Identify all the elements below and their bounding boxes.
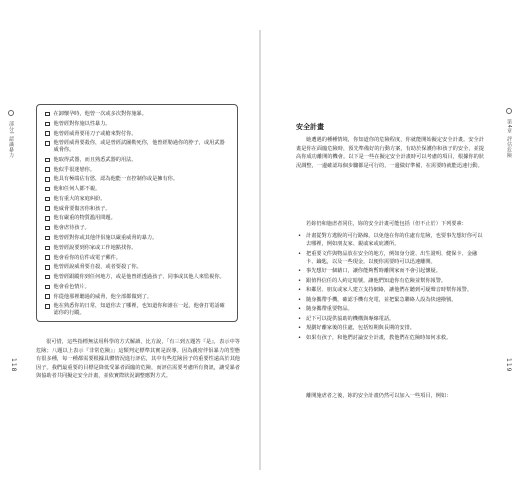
checkbox-icon[interactable]	[45, 197, 50, 202]
list-intro: 若妳仍和施虐者同住，妳的安全計畫可能包括（但不止於）下列要素：	[306, 221, 467, 227]
checklist-item-text: 他會看你的信件或電子郵件。	[53, 254, 121, 261]
checklist-item	[45, 121, 229, 128]
checkbox-icon[interactable]	[45, 226, 50, 231]
checklist-item	[45, 167, 229, 174]
checklist-item-text: 他曾經跟蹤你到任何地方，或是他曾經透過孩子、同事或其他人來監視你。	[53, 274, 225, 281]
checklist-item	[45, 140, 229, 153]
checklist-item-text: 他曾經對你或其他伴侶施以嚴重威脅的暴力。	[53, 234, 158, 241]
checklist-item	[45, 255, 229, 262]
list-item	[298, 286, 484, 294]
left-page-number: 118	[10, 358, 17, 373]
list-item-text: 規劃好離家後的住處，包括短期與長期的安排。	[306, 325, 415, 331]
checklist-item	[45, 215, 229, 222]
checkbox-icon[interactable]	[45, 265, 50, 270]
checklist-item-text: 他在熟悉你的日常，知道你去了哪裡，也知道你和誰在一起，他會打電話確認你的行蹤。	[53, 303, 225, 317]
list-item-text: 事先想好一個藉口，讓你能夠暫時離開家而不會引起懷疑。	[306, 268, 441, 274]
list-item-text: 把重要文件與物品放在安全的地方，例如身分證、出生證明、健保卡、金融卡、鑰匙，以及一些現金，以便你需要時可以迅速離開。	[306, 250, 478, 265]
bullet-icon: •	[298, 296, 302, 303]
list-item	[298, 296, 484, 304]
book-gutter	[259, 30, 261, 470]
checkbox-icon[interactable]	[45, 216, 50, 221]
list-item	[298, 232, 484, 248]
checklist-item-text: 他曾經說威脅要自殺，或者要殺了你。	[53, 264, 142, 271]
right-running-head	[506, 108, 513, 158]
checkbox-icon[interactable]	[45, 131, 50, 136]
bullet-icon: •	[298, 287, 302, 293]
list-item	[298, 315, 484, 323]
bullet-icon: •	[298, 334, 302, 341]
list-item-text: 和鄰居、朋友或家人建立支持網絡，讓他們在聽到可疑聲音時幫你報警。	[306, 287, 473, 293]
list-item-text: 跟值得信任的人約定暗號，讓他們知道你有危險並幫你報警。	[306, 277, 447, 284]
checklist-item	[45, 186, 229, 193]
running-head-bullet-icon	[8, 110, 14, 116]
right-page-number: 119	[505, 358, 512, 373]
left-running-head	[8, 110, 15, 158]
list-item	[298, 305, 484, 313]
checkbox-icon[interactable]	[45, 158, 50, 163]
list-item	[298, 334, 484, 342]
safety-plan-list	[298, 232, 484, 343]
checklist-item	[45, 157, 229, 164]
checklist-item	[45, 235, 229, 242]
checklist-item-text: 他曾經威脅要用刀子或槍來對付你。	[53, 130, 137, 137]
checkbox-icon[interactable]	[45, 167, 50, 172]
checklist-item	[45, 196, 229, 203]
checkbox-icon[interactable]	[45, 206, 50, 211]
checkbox-icon[interactable]	[45, 275, 50, 280]
checklist-item	[45, 284, 229, 291]
checklist-item-text: 他曾經威脅要殺你，或是曾經試圖勒死你，他曾經勒過你的脖子，或用武器威脅你。	[53, 140, 225, 153]
checklist-item	[45, 294, 229, 301]
right-running-head-text: 第4章 評估危險	[506, 119, 512, 158]
checklist-item	[45, 131, 229, 138]
checklist-item-text: 他會看色情片。	[53, 283, 90, 290]
checklist-item-text: 他曾經對你施以性暴力。	[53, 120, 111, 127]
checkbox-icon[interactable]	[45, 304, 50, 309]
list-item-text: 記下可以提供協助的機構與專線電話。	[306, 315, 395, 322]
list-item	[298, 277, 484, 285]
left-running-head-text: 部分I 認識暴力	[8, 121, 14, 159]
checklist-item-text: 他具有極端佔有慾，認為他能一直控制你或是擁有你。	[53, 176, 179, 183]
checkbox-icon[interactable]	[45, 112, 50, 117]
list-item-text: 隨身攜帶重要物品。	[306, 306, 353, 312]
bullet-icon: •	[298, 315, 302, 322]
checkbox-icon[interactable]	[45, 177, 50, 182]
bullet-icon: •	[298, 268, 302, 274]
checklist-item-text: 他和任何人都不親。	[53, 186, 101, 193]
checkbox-icon[interactable]	[45, 246, 50, 251]
checklist-item-text: 他威脅要傷害你和孩子。	[53, 205, 111, 212]
risk-checklist-box	[36, 104, 238, 322]
checklist-item	[45, 206, 229, 213]
right-intro-paragraph: 她遭遇的種種情境，你知道你的危險程度，你就能開始擬定安全計畫。安全計畫是你在面臨危險時，預先準備好的行動方案，有助於保護你和孩子的安全，並提高你成功離開的機會。以下是一些在擬定安全計畫時可以考慮的項目，根據你的狀況調整，一邊確認每個步驟都是可行的，一邊做好準備，在需要時就能迅速行動。	[296, 137, 484, 169]
checkbox-icon[interactable]	[45, 236, 50, 241]
bullet-icon: •	[298, 250, 302, 257]
checklist-item-text: 他有重大的家庭糾紛。	[53, 195, 106, 202]
checkbox-icon[interactable]	[45, 285, 50, 290]
checkbox-icon[interactable]	[45, 122, 50, 127]
left-body-paragraph: 很可惜，這些指標無法用科學的方式解讀，比方說，「有三到五題答『是』，表示中等危險；八題以上表示『非常危險』」這類判定標準其實是誤導。因為親密伴侶暴力的型態有很多種，每一種都需要根據具體情況進行評估，其中有些危險因子的重要性遠高於其他因子。我們最重要的目標是降低受暴者面臨的危險，而評估需要考慮所有資訊，讓受暴者與協助者共同擬定安全計畫，並依實際狀況調整應對方式。	[36, 339, 240, 380]
closing-paragraph: 離開施虐者之後，妳的安全計畫仍然可以加入一些項目，例如：	[306, 393, 452, 399]
checklist-item-text: 他似乎很迷戀你。	[53, 166, 96, 173]
bullet-icon: •	[298, 306, 302, 312]
checklist-item	[45, 225, 229, 232]
checklist-item	[45, 176, 229, 183]
checkbox-icon[interactable]	[45, 141, 50, 146]
checklist-item-text: 他有嚴重的物質濫用問題。	[53, 215, 116, 222]
checklist-item-text: 他取得武器，而且熟悉武器的用法。	[53, 156, 137, 163]
list-item	[298, 324, 484, 332]
list-item	[298, 250, 484, 266]
checklist-item	[45, 245, 229, 252]
section-title: 安全計畫	[296, 123, 324, 131]
checklist-item	[45, 274, 229, 281]
list-item	[298, 267, 484, 275]
checkbox-icon[interactable]	[45, 255, 50, 260]
checkbox-icon[interactable]	[45, 294, 50, 299]
checklist-item-text: 你從他那裡聽過的威脅，他全部都做到了。	[53, 293, 153, 300]
checkbox-icon[interactable]	[45, 187, 50, 192]
list-item-text: 計畫從對方逃脫的可行路線，以免他在你的住處有危險，也要事先想好你可以去哪裡，例如朋友家、親戚家或庇護所。	[306, 233, 483, 247]
bullet-icon: •	[298, 233, 302, 239]
running-head-bullet-icon	[506, 108, 512, 114]
bullet-icon: •	[298, 325, 302, 331]
bullet-icon: •	[298, 277, 302, 284]
checklist-item-text: 他會虐待孩子。	[53, 225, 90, 232]
checklist-item	[45, 264, 229, 271]
checklist-item	[45, 111, 229, 118]
checklist-item-text: 他曾經說要到你家或工作地點找你。	[53, 244, 137, 251]
checklist-item	[45, 303, 229, 316]
list-item-text: 隨身攜帶手機，確認手機有充電，並把緊急聯絡人設為快速撥號。	[306, 296, 457, 303]
list-item-text: 如果有孩子，和他們討論安全計畫，教他們在危險時如何求救。	[306, 334, 452, 341]
checklist-item-text: 在卸懷孕時，他曾一次或多次對你施暴。	[53, 111, 147, 117]
